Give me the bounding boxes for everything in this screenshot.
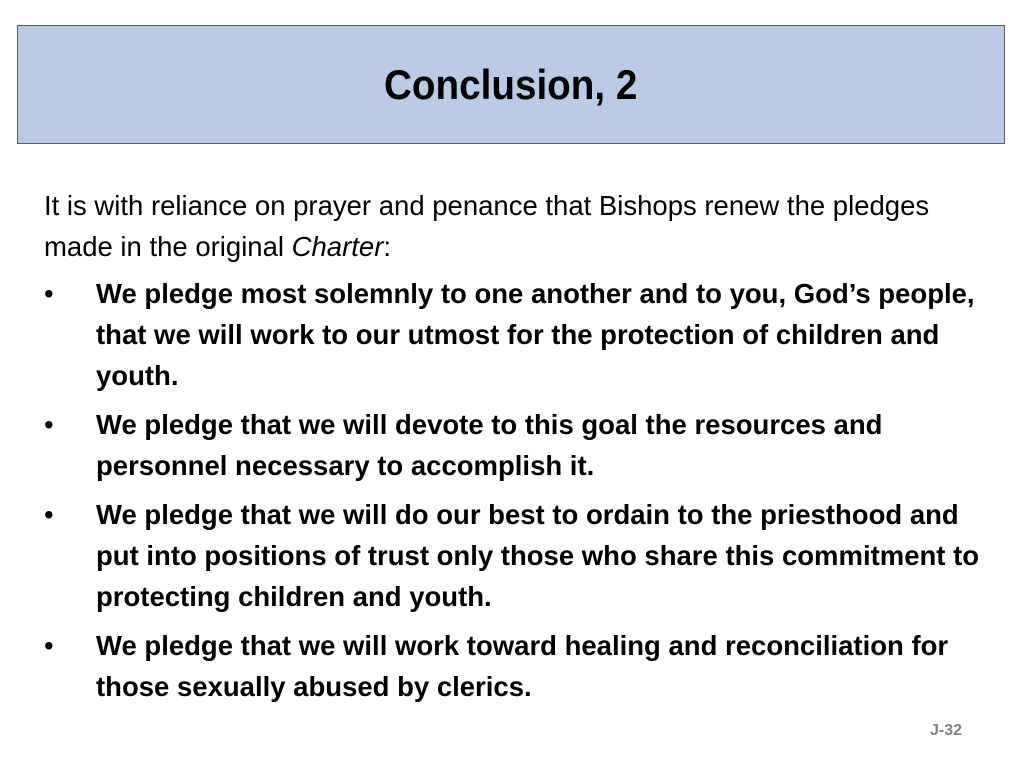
bullet-icon: •	[44, 409, 54, 440]
intro-emphasis: Charter	[291, 231, 384, 262]
list-item	[44, 625, 994, 707]
list-item	[44, 494, 994, 617]
slide-code: J-32	[929, 722, 962, 739]
intro-text-before: It is with reliance on prayer and penance that Bishops renew the pledges made in the original	[44, 190, 930, 262]
intro-text-after: :	[383, 231, 391, 262]
intro-paragraph	[44, 185, 994, 267]
bullet-icon: •	[44, 630, 54, 661]
list-item	[44, 273, 994, 396]
title-banner	[17, 25, 1005, 144]
list-item-text: We pledge most solemnly to one another and to you, God’s people, that we will work to our utmost for the protection of children and youth.	[96, 278, 975, 391]
pledge-list	[44, 273, 994, 707]
bullet-icon: •	[44, 499, 54, 530]
slide-title: Conclusion, 2	[384, 60, 638, 108]
bullet-icon: •	[44, 278, 54, 309]
slide-body	[44, 185, 994, 715]
list-item-text: We pledge that we will devote to this goal the resources and personnel necessary to accomplish it.	[96, 409, 883, 481]
list-item-text: We pledge that we will do our best to ordain to the priesthood and put into positions of trust only those who share this commitment to protecting children and youth.	[96, 499, 980, 612]
list-item	[44, 404, 994, 486]
list-item-text: We pledge that we will work toward healing and reconciliation for those sexually abused by clerics.	[96, 630, 949, 702]
